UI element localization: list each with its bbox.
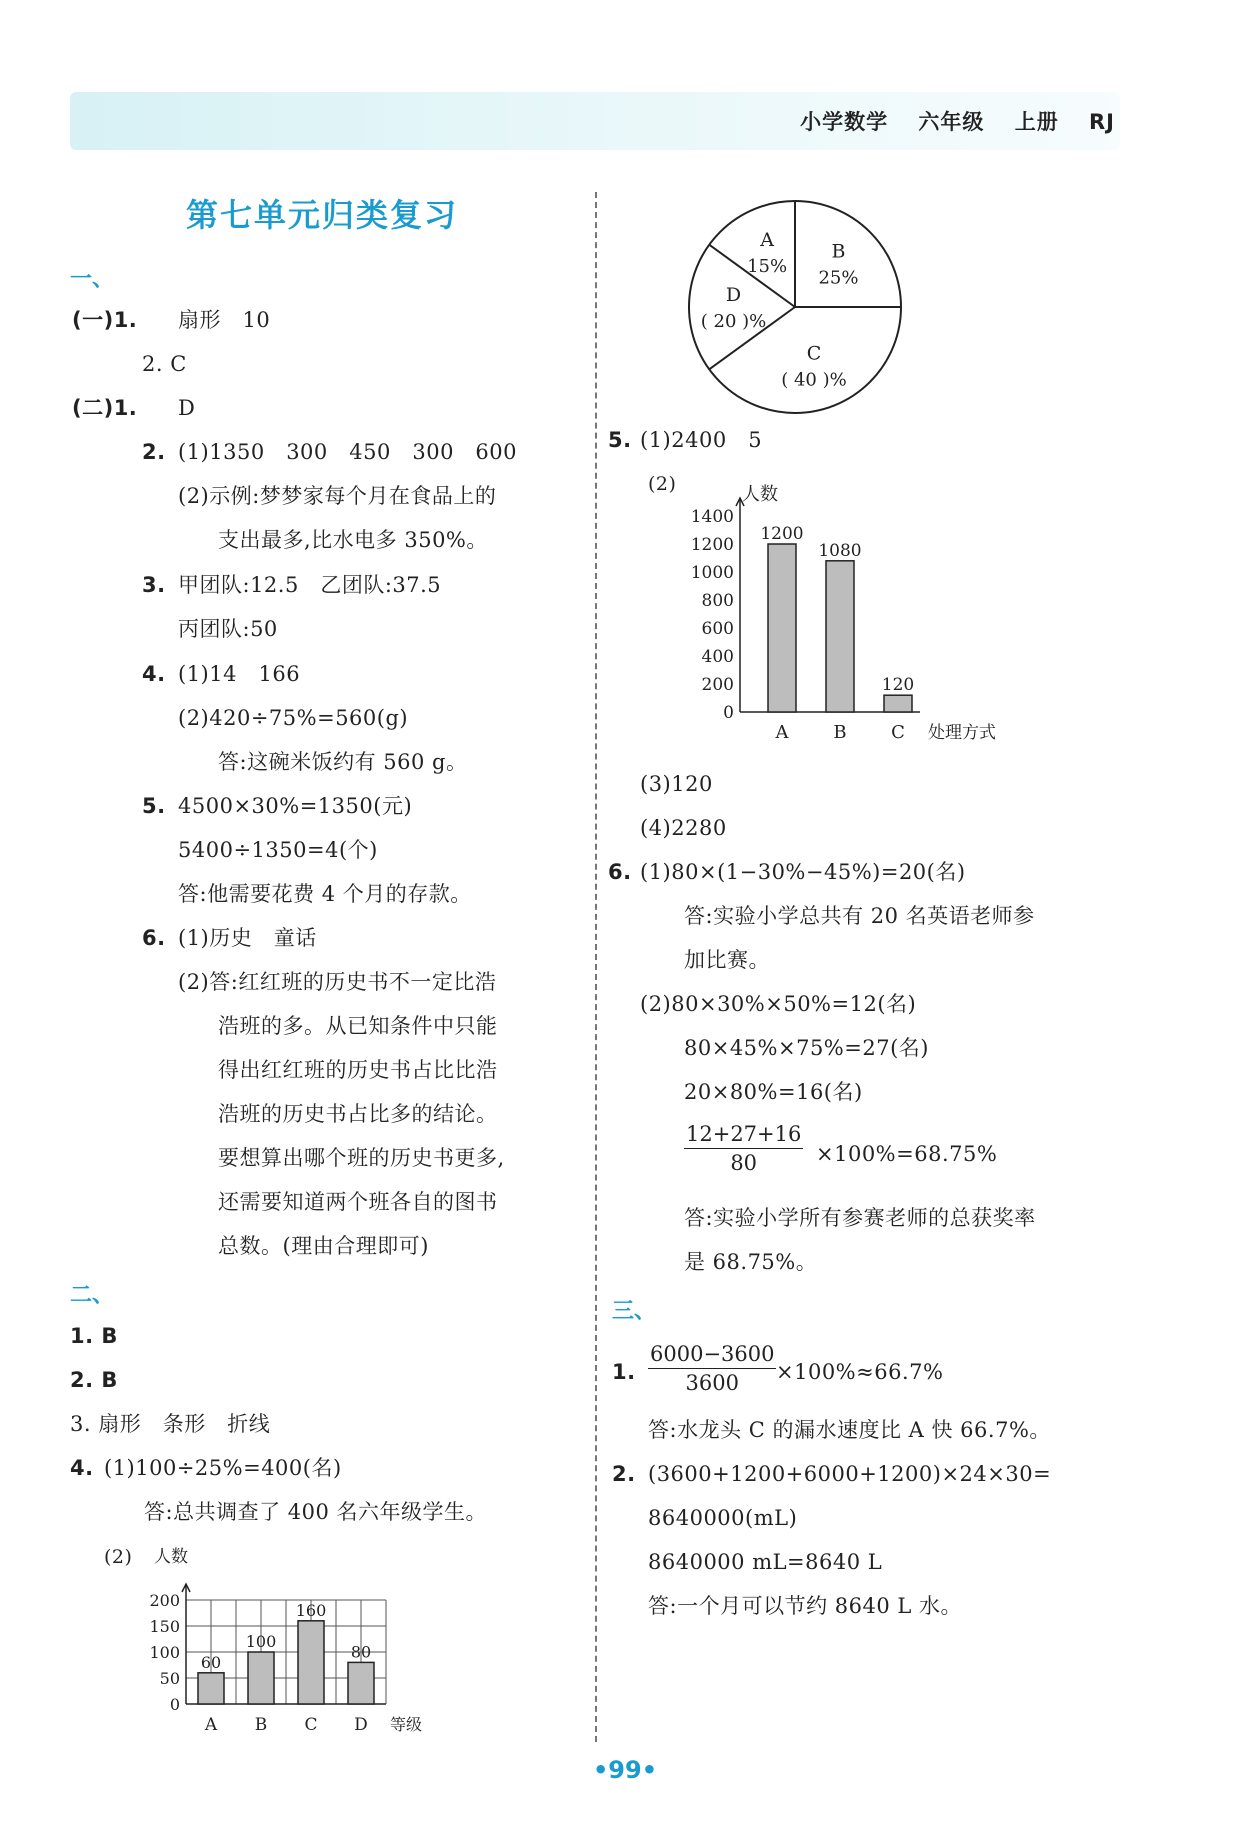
- section2-q4-part1: (1)100÷25%=400(名): [104, 1456, 342, 1480]
- y-tick-label: 150: [149, 1617, 180, 1636]
- q4-number: 4.: [142, 662, 166, 686]
- y-tick-label: 200: [701, 675, 734, 695]
- section-2-heading: 二、: [70, 1283, 115, 1308]
- section2-q4-number: 4.: [70, 1456, 94, 1480]
- column-divider: [595, 192, 597, 1742]
- pie-slice-value: ( 20 )%: [700, 311, 767, 332]
- section2-q2: 2. B: [70, 1368, 118, 1392]
- q6-part2-line6: 还需要知道两个班各自的图书: [218, 1190, 498, 1214]
- disposal-pie-chart: [680, 192, 910, 422]
- q6-part2-line1: (2)答:红红班的历史书不一定比浩: [178, 970, 497, 994]
- q4-part2: (2)420÷75%=560(g): [178, 706, 409, 730]
- header-volume: 上册: [1014, 110, 1059, 134]
- q2-part2-line2: 支出最多,比水电多 350%。: [218, 528, 488, 552]
- bar-value-label: 80: [350, 1642, 372, 1662]
- part-2-answer: D: [178, 396, 196, 420]
- section2-q4-answer: 答:总共调查了 400 名六年级学生。: [144, 1500, 488, 1524]
- r-q6-final-answer-line2: 是 68.75%。: [684, 1250, 818, 1274]
- method-bar-chart: [680, 468, 1040, 748]
- bar-value-label: 60: [200, 1652, 222, 1672]
- r-q5-part1: (1)2400 5: [640, 428, 763, 452]
- r-q6-answer-line1: 答:实验小学总共有 20 名英语老师参: [684, 904, 1035, 928]
- x-tick-label: B: [254, 1715, 268, 1735]
- q3-line2: 丙团队:50: [178, 617, 278, 641]
- x-tick-label: B: [833, 722, 847, 743]
- s3-q1-result: ×100%≈66.7%: [776, 1360, 944, 1384]
- s3-q2-number: 2.: [612, 1462, 636, 1486]
- pie-slice-value: 15%: [747, 256, 788, 278]
- bar: [248, 1652, 274, 1704]
- q5-answer: 答:他需要花费 4 个月的存款。: [178, 882, 472, 906]
- page-number: •99•: [592, 1756, 658, 1784]
- y-tick-label: 1000: [690, 563, 734, 583]
- q2-part2-line1: (2)示例:梦梦家每个月在食品上的: [178, 484, 497, 508]
- s3-q1-number: 1.: [612, 1360, 636, 1384]
- bar-value-label: 100: [245, 1632, 277, 1651]
- q6-part1: (1)历史 童话: [178, 926, 317, 950]
- q2-number: 2.: [142, 440, 166, 464]
- q4-part1: (1)14 166: [178, 662, 301, 686]
- header-subject: 小学数学: [800, 110, 889, 134]
- x-tick-label: A: [204, 1715, 218, 1735]
- q6-part2-line4: 浩班的历史书占比多的结论。: [218, 1102, 498, 1126]
- s3-q1-fraction-denominator: 3600: [685, 1371, 739, 1395]
- bar: [884, 695, 912, 712]
- part-1-label: (一)1.: [72, 308, 138, 332]
- pie-slice-value: ( 40 )%: [781, 369, 847, 391]
- q6-part2-line3: 得出红红班的历史书占比比浩: [218, 1058, 498, 1082]
- q5-number: 5.: [142, 794, 166, 818]
- r-q6-fraction-denominator: 80: [730, 1151, 758, 1175]
- pie-slice-label: A: [760, 229, 774, 252]
- pie-slice-label: C: [806, 342, 822, 365]
- bar-value-label: 120: [881, 675, 915, 696]
- q3-line1: 甲团队:12.5 乙团队:37.5: [178, 573, 442, 597]
- r-q5-number: 5.: [608, 428, 632, 452]
- part-1-answer: 扇形 10: [178, 308, 271, 332]
- r-q6-part1: (1)80×(1−30%−45%)=20(名): [640, 860, 966, 884]
- bar: [768, 544, 796, 712]
- r-q6-number: 6.: [608, 860, 632, 884]
- s3-q1-fraction: [648, 1340, 776, 1397]
- page-title: 第七单元归类复习: [186, 196, 459, 234]
- x-tick-label: C: [304, 1715, 318, 1735]
- q4-answer: 答:这碗米饭约有 560 g。: [218, 750, 468, 774]
- y-axis-title: 人数: [742, 484, 778, 505]
- header-grade: 六年级: [918, 110, 985, 134]
- q3-number: 3.: [142, 573, 166, 597]
- y-tick-label: 50: [159, 1669, 180, 1688]
- y-tick-label: 100: [149, 1643, 180, 1662]
- section-3-heading: 三、: [612, 1299, 657, 1324]
- q6-number: 6.: [142, 926, 166, 950]
- y-axis-title: 人数: [154, 1547, 188, 1567]
- r-q6-answer-line2: 加比赛。: [684, 948, 770, 972]
- q6-part2-line2: 浩班的多。从已知条件中只能: [218, 1014, 498, 1038]
- x-axis-title: 处理方式: [928, 723, 996, 743]
- pie-slice-label: D: [725, 284, 742, 306]
- bar-value-label: 160: [295, 1600, 327, 1620]
- y-tick-label: 200: [149, 1591, 180, 1610]
- y-tick-label: 1200: [690, 535, 734, 555]
- r-q6-fraction: [684, 1120, 803, 1177]
- x-axis-title: 等级: [390, 1715, 423, 1734]
- y-tick-label: 800: [701, 591, 734, 611]
- x-tick-label: D: [354, 1715, 368, 1735]
- header-edition: RJ: [1089, 110, 1115, 134]
- s3-q2-line1: (3600+1200+6000+1200)×24×30=: [648, 1462, 1052, 1486]
- s3-q2-line2: 8640000(mL): [648, 1506, 798, 1530]
- s3-q2-answer: 答:一个月可以节约 8640 L 水。: [648, 1594, 962, 1618]
- q6-part2-line7: 总数。(理由合理即可): [218, 1234, 429, 1258]
- bar-value-label: 1200: [760, 524, 804, 544]
- grade-bar-chart: [130, 1540, 470, 1740]
- s3-q2-line3: 8640000 mL=8640 L: [648, 1550, 883, 1574]
- header-info: [778, 106, 1115, 136]
- part-1-q2: 2. C: [142, 352, 187, 376]
- r-q5-part3: (3)120: [640, 772, 713, 796]
- bar: [298, 1621, 324, 1704]
- s3-q1-fraction-numerator: 6000−3600: [648, 1340, 776, 1369]
- r-q6-fraction-numerator: 12+27+16: [684, 1120, 803, 1149]
- r-q5-part2-label: (2): [648, 473, 677, 495]
- pie-slice-value: 25%: [818, 267, 859, 289]
- x-tick-label: A: [775, 722, 789, 743]
- y-tick-label: 0: [723, 703, 734, 723]
- r-q6-fraction-result: ×100%=68.75%: [816, 1142, 998, 1166]
- section2-q3: 3. 扇形 条形 折线: [70, 1412, 271, 1436]
- y-tick-label: 0: [169, 1695, 180, 1714]
- y-tick-label: 1400: [690, 507, 734, 527]
- y-tick-label: 400: [701, 647, 734, 667]
- bar-value-label: 1080: [818, 540, 862, 561]
- bar: [348, 1662, 374, 1704]
- r-q6-part2-line1: (2)80×30%×50%=12(名): [640, 992, 917, 1016]
- pie-slice-label: B: [831, 240, 846, 263]
- q2-part1: (1)1350 300 450 300 600: [178, 440, 518, 464]
- section2-q4-part2-label: (2): [104, 1546, 133, 1568]
- section2-q1: 1. B: [70, 1324, 118, 1348]
- y-tick-label: 600: [701, 619, 734, 639]
- r-q6-part2-line3: 20×80%=16(名): [684, 1080, 863, 1104]
- q5-line1: 4500×30%=1350(元): [178, 794, 413, 818]
- q5-line2: 5400÷1350=4(个): [178, 838, 378, 862]
- bar: [198, 1673, 224, 1704]
- bar: [826, 561, 854, 712]
- section-1-heading: 一、: [70, 267, 115, 292]
- r-q6-part2-line2: 80×45%×75%=27(名): [684, 1036, 929, 1060]
- s3-q1-answer: 答:水龙头 C 的漏水速度比 A 快 66.7%。: [648, 1418, 1051, 1442]
- x-tick-label: C: [891, 722, 905, 743]
- q6-part2-line5: 要想算出哪个班的历史书更多,: [218, 1146, 505, 1170]
- r-q5-part4: (4)2280: [640, 816, 727, 840]
- part-2-label: (二)1.: [72, 396, 138, 420]
- r-q6-final-answer-line1: 答:实验小学所有参赛老师的总获奖率: [684, 1206, 1036, 1230]
